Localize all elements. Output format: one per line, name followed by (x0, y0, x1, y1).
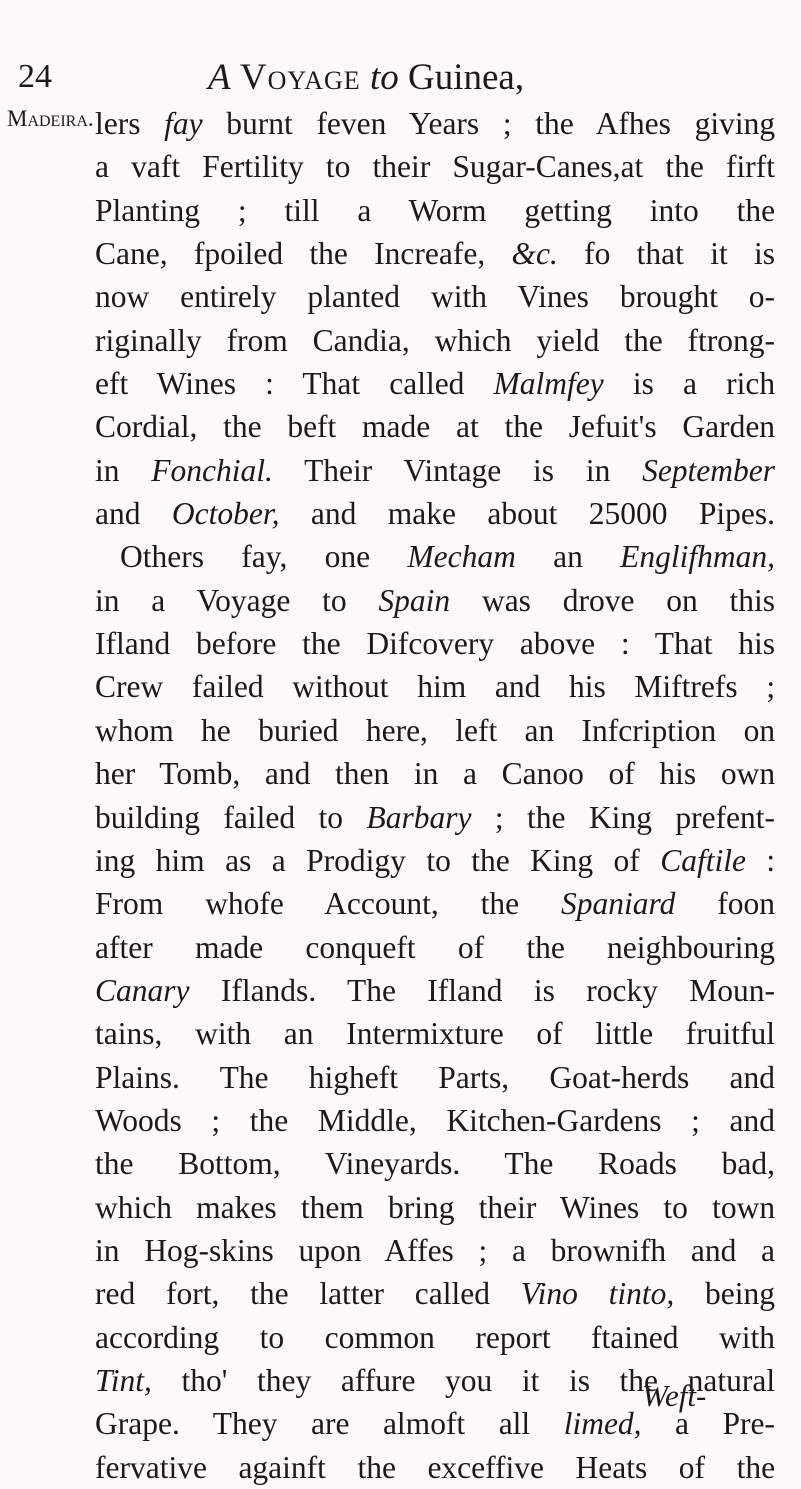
word: own (720, 756, 776, 792)
word: their (372, 149, 431, 185)
word: almoft (382, 1406, 466, 1442)
word: to (322, 582, 347, 618)
word: to (259, 1319, 285, 1355)
word: Grape. (95, 1406, 180, 1442)
margin-note: Madeira. (7, 106, 94, 131)
word: a (357, 192, 372, 228)
word: according (95, 1319, 220, 1355)
word: a (761, 1232, 776, 1268)
word: little (595, 1016, 654, 1052)
word: make (387, 496, 456, 532)
word: higheft (308, 1059, 399, 1095)
word: Vineyards. (324, 1146, 461, 1182)
text-line (95, 665, 775, 708)
text-line (95, 882, 775, 925)
word: Fertility (202, 149, 304, 185)
word: and (310, 496, 357, 532)
word: Wines (156, 366, 236, 402)
text-line (95, 622, 775, 665)
word: they (257, 1362, 312, 1398)
word: Roads (598, 1146, 677, 1182)
word: Canoo (501, 756, 584, 792)
word: ; (766, 669, 776, 705)
word: bad, (721, 1146, 776, 1182)
word: Worm (408, 192, 487, 228)
word: makes (196, 1189, 277, 1225)
word: neighbouring (607, 929, 776, 965)
word: tho' (181, 1362, 228, 1398)
word: was (481, 582, 531, 618)
word: with (430, 279, 487, 315)
word: on (743, 712, 776, 748)
word: conqueft (305, 929, 416, 965)
word: the (357, 1449, 396, 1485)
word: eft (95, 366, 129, 402)
word: ; (494, 799, 504, 835)
word: fruitful (685, 1016, 776, 1052)
word: Sugar-Canes,at (452, 149, 644, 185)
word: the (223, 409, 262, 445)
word: That (654, 626, 713, 662)
word: riginally (95, 322, 202, 358)
word: Prodigy (306, 842, 406, 878)
word: called (389, 366, 465, 402)
word: : (766, 842, 776, 878)
word: Canary (95, 972, 190, 1008)
word: the (504, 409, 543, 445)
word: beft (287, 409, 337, 445)
word: : (265, 366, 274, 402)
word: he (201, 712, 231, 748)
word: Kitchen-Gardens (446, 1102, 662, 1138)
word: to (663, 1189, 688, 1225)
word: the (480, 886, 520, 922)
word: burnt (226, 106, 293, 141)
word: an (283, 1016, 314, 1052)
word: King (530, 842, 594, 878)
word: are (311, 1406, 350, 1442)
word: Cordial, (95, 409, 198, 445)
word: into (649, 192, 699, 228)
word: September (642, 452, 776, 488)
word: Increafe, (374, 236, 486, 272)
word: now (95, 279, 150, 315)
word: their (478, 1189, 537, 1225)
text-line (95, 1272, 775, 1315)
word: Others (120, 539, 204, 575)
text-line (95, 405, 775, 448)
text-line (95, 319, 775, 362)
word: foon (717, 886, 776, 922)
word: ; (502, 106, 512, 141)
word: it (710, 236, 728, 272)
word: made (194, 929, 264, 965)
word: Spaniard (561, 886, 676, 922)
text-line (95, 275, 775, 318)
word: That (302, 366, 361, 402)
text-line (95, 535, 775, 578)
word: Ifland (95, 626, 171, 662)
word: Voyage (196, 582, 291, 618)
word: Englifhman, (620, 539, 775, 575)
word: The (219, 1059, 269, 1095)
word: fpoiled (193, 236, 284, 272)
word: whom (95, 712, 174, 748)
word: the (736, 192, 776, 228)
word: ing (95, 842, 136, 878)
word: fay, (241, 539, 288, 575)
word: limed, (563, 1406, 642, 1442)
running-head-article: A (208, 57, 231, 98)
word: fo (584, 236, 611, 272)
word: Vines (517, 279, 589, 315)
page-number: 24 (18, 58, 52, 95)
word: report (475, 1319, 551, 1355)
text-line (95, 1186, 775, 1229)
word: his (569, 669, 606, 705)
word: ; (691, 1102, 700, 1138)
word: left (455, 712, 498, 748)
word: brownifh (550, 1232, 667, 1268)
word: Crew (95, 669, 164, 705)
word: before (195, 626, 277, 662)
word: Iflands. (220, 972, 317, 1008)
word: of (608, 756, 635, 792)
word: Afhes (595, 106, 671, 141)
word: planted (307, 279, 401, 315)
word: and (264, 756, 311, 792)
word: Woods (95, 1102, 182, 1138)
running-head-voyage: Voyage (239, 57, 361, 98)
word: The (504, 1146, 554, 1182)
word: tains, (95, 1016, 163, 1052)
word: made (362, 409, 431, 445)
word: o- (748, 279, 776, 315)
word: a (511, 1232, 526, 1268)
word: the (309, 236, 348, 272)
word: Their (304, 452, 373, 488)
text-line (95, 969, 775, 1012)
word: failed (191, 669, 264, 705)
word: of (613, 842, 640, 878)
word: you (445, 1362, 493, 1398)
word: From (95, 886, 164, 922)
word: feven (316, 106, 387, 141)
word: fay (164, 106, 203, 141)
word: Tint, (95, 1362, 152, 1398)
word: the (471, 842, 510, 878)
word: in (95, 582, 120, 618)
word: common (324, 1319, 435, 1355)
word: is (533, 972, 555, 1008)
word: upon (298, 1232, 362, 1268)
word: rocky (586, 972, 658, 1008)
word: her (95, 756, 136, 792)
word: Infcription (581, 712, 717, 748)
word: one (324, 539, 371, 575)
word: a (463, 756, 477, 792)
word: Caftile (660, 842, 746, 878)
catchword: Weft- (642, 1378, 707, 1413)
word: that (636, 236, 684, 272)
word: Fonchial. (151, 452, 273, 488)
word: drove (562, 582, 635, 618)
word: Plains. (95, 1059, 180, 1095)
word: Malmfey (493, 366, 604, 402)
word: giving (694, 106, 776, 141)
word: Barbary (366, 799, 472, 835)
word: and (494, 669, 541, 705)
word: the (249, 1102, 289, 1138)
word: and (729, 1102, 776, 1138)
word: Goat-herds (549, 1059, 690, 1095)
word: rich (726, 366, 776, 402)
word: the (250, 1276, 289, 1312)
word: buried (258, 712, 339, 748)
text-line (95, 752, 775, 795)
word: in (585, 452, 611, 488)
text-line (95, 1316, 775, 1359)
word: failed (223, 799, 296, 835)
word: Spain (378, 582, 451, 618)
word: affure (340, 1362, 416, 1398)
word: till (284, 192, 320, 228)
word: latter (319, 1276, 385, 1312)
word: the (624, 322, 663, 358)
word: in (95, 1232, 120, 1268)
word: Bottom, (178, 1146, 281, 1182)
word: as (225, 842, 252, 878)
word: Account, (324, 886, 439, 922)
body-text (95, 102, 775, 1489)
word: after (95, 929, 153, 965)
word: the (736, 1449, 776, 1485)
word: an (553, 539, 583, 575)
word: to (426, 842, 451, 878)
text-line (95, 1056, 775, 1099)
word: firft (726, 149, 776, 185)
word: the (95, 1146, 134, 1182)
word: to (325, 149, 351, 185)
word: an (524, 712, 555, 748)
word: Heats (575, 1449, 648, 1485)
word: and (690, 1232, 737, 1268)
word: Garden (682, 409, 776, 445)
word: is (533, 452, 555, 488)
word: Difcovery (366, 626, 495, 662)
word: Moun- (689, 972, 776, 1008)
word: Jefuit's (568, 409, 657, 445)
text-line (95, 709, 775, 752)
word: The (346, 972, 396, 1008)
word: him (155, 842, 205, 878)
word: here, (365, 712, 428, 748)
word: the (526, 929, 565, 965)
word: his (738, 626, 776, 662)
text-line (95, 926, 775, 969)
text-line (95, 1229, 775, 1272)
word: Intermixture (346, 1016, 504, 1052)
word: without (292, 669, 389, 705)
running-head-to: to (369, 57, 399, 98)
running-head (208, 56, 524, 99)
word: and (95, 496, 141, 532)
word: Hog-skins (144, 1232, 274, 1268)
word: ; (478, 1232, 488, 1268)
word: Tomb, (159, 756, 241, 792)
text-line (95, 1446, 775, 1489)
word: is (632, 366, 654, 402)
word: the (535, 106, 574, 141)
word: the (619, 1362, 659, 1398)
text-line (95, 579, 775, 622)
running-head-place: Guinea, (407, 57, 525, 98)
word: town (712, 1189, 776, 1225)
word: Pipes. (698, 496, 776, 532)
word: his (659, 756, 697, 792)
word: They (212, 1406, 278, 1442)
text-line (95, 362, 775, 405)
word: Miftrefs (634, 669, 738, 705)
word: a (95, 149, 109, 185)
word: all (498, 1406, 531, 1442)
word: Pre- (722, 1406, 776, 1442)
text-line (95, 492, 775, 535)
word: is (568, 1362, 590, 1398)
word: exceffive (427, 1449, 545, 1485)
word: ; (237, 192, 247, 228)
text-line (95, 1099, 775, 1142)
word: the (527, 799, 566, 835)
word: with (195, 1016, 252, 1052)
text-line (95, 796, 775, 839)
word: which (434, 322, 512, 358)
word: with (718, 1319, 775, 1355)
word: of (536, 1016, 563, 1052)
word: natural (687, 1362, 776, 1398)
word: prefent- (675, 799, 776, 835)
word: : (620, 626, 630, 662)
word: Cane, (95, 236, 168, 272)
word: and (729, 1059, 776, 1095)
word: Wines (559, 1189, 640, 1225)
word: againft (238, 1449, 326, 1485)
word: Affes (384, 1232, 454, 1268)
word: Vintage (403, 452, 502, 488)
text-line (95, 1012, 775, 1055)
word: on (666, 582, 698, 618)
word: red (95, 1276, 136, 1312)
word: a (151, 582, 166, 618)
text-line (95, 145, 775, 188)
word: him (417, 669, 467, 705)
word: in (413, 756, 439, 792)
word: them (300, 1189, 364, 1225)
word: the (665, 149, 704, 185)
text-line (95, 449, 775, 492)
word: building (95, 799, 201, 835)
word: entirely (180, 279, 277, 315)
word: bring (387, 1189, 455, 1225)
word: in (95, 452, 120, 488)
word: yield (536, 322, 600, 358)
word: this (729, 582, 775, 618)
word: called (414, 1276, 490, 1312)
word: above (519, 626, 596, 662)
word: at (456, 409, 479, 445)
word: Years (408, 106, 480, 141)
word: being (705, 1276, 776, 1312)
word: October, (171, 496, 280, 532)
word: lers (95, 106, 141, 141)
word: ftained (591, 1319, 679, 1355)
word: from (226, 322, 288, 358)
text-line (95, 1142, 775, 1185)
word: of (678, 1449, 706, 1485)
word: brought (619, 279, 718, 315)
word: tinto, (608, 1276, 675, 1312)
word: ; (211, 1102, 221, 1138)
word: vaft (131, 149, 181, 185)
word: getting (524, 192, 612, 228)
word: ftrong- (687, 322, 775, 358)
word: Candia, (312, 322, 410, 358)
text-line (95, 102, 775, 145)
word: a (683, 366, 697, 402)
word: Vino (520, 1276, 578, 1312)
word: Ifland (427, 972, 503, 1008)
word: which (95, 1189, 172, 1225)
word: about (487, 496, 558, 532)
word: then (334, 756, 390, 792)
text-line (95, 839, 775, 882)
word: Mecham (407, 539, 516, 575)
word: a (271, 842, 286, 878)
text-line (95, 189, 775, 232)
word: it (521, 1362, 540, 1398)
word: to (318, 799, 344, 835)
word: Planting (95, 192, 201, 228)
word: a (675, 1406, 690, 1442)
word: of (457, 929, 485, 965)
word: is (753, 236, 775, 272)
word: &c. (511, 236, 558, 272)
word: Middle, (317, 1102, 417, 1138)
word: King (588, 799, 652, 835)
word: the (302, 626, 341, 662)
word: whofe (205, 886, 284, 922)
word: fort, (165, 1276, 220, 1312)
word: fervative (95, 1449, 207, 1485)
word: Parts, (438, 1059, 510, 1095)
text-line (95, 232, 775, 275)
word: 25000 (588, 496, 668, 532)
